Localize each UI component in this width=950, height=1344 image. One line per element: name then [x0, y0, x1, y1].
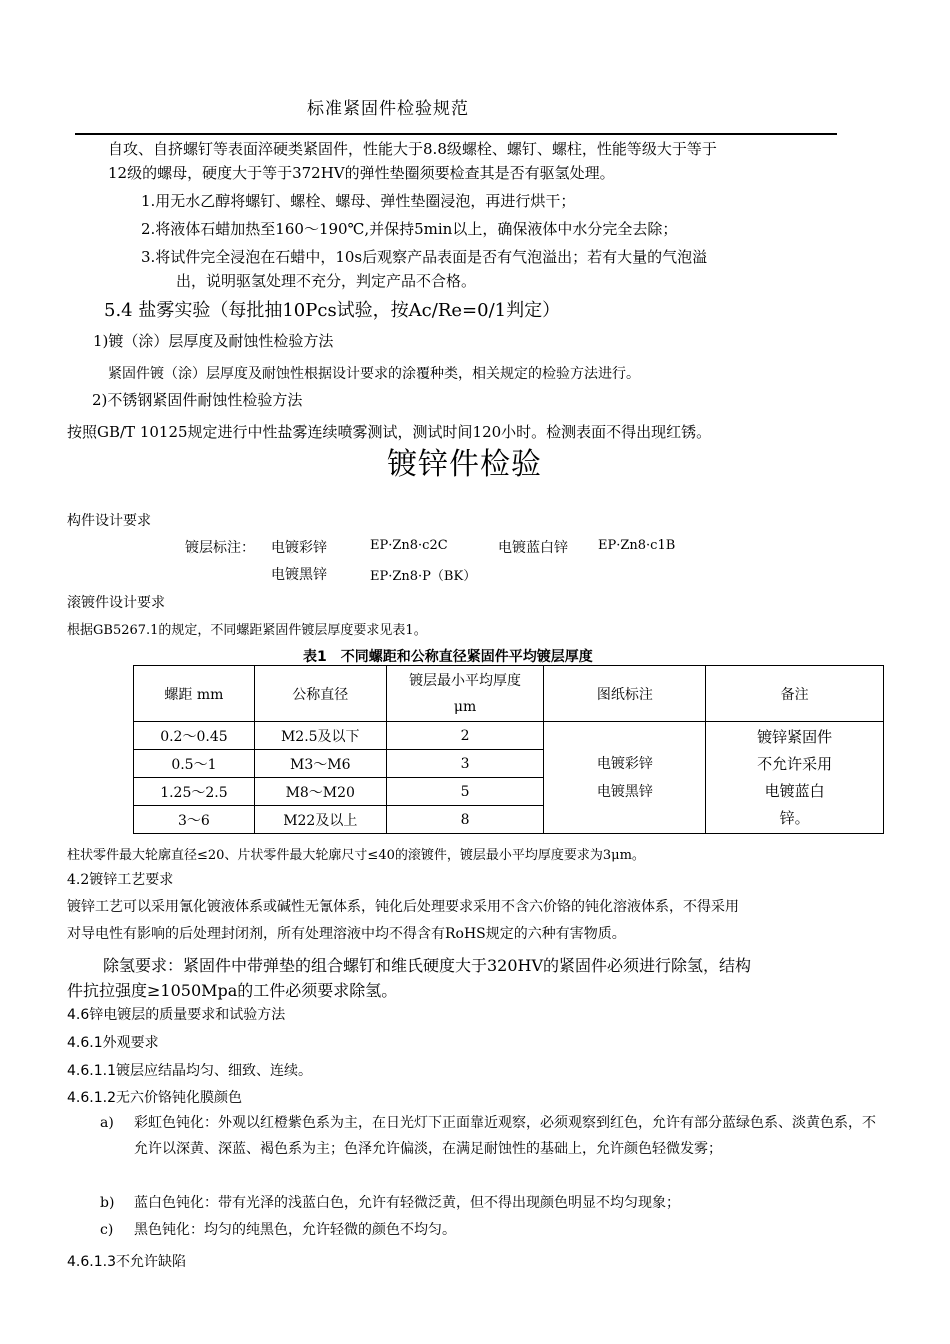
list-item-black: 黑色钝化：均匀的纯黑色，允许轻微的颜色不均匀。 — [134, 1222, 456, 1238]
table-header-cell: 备注 — [706, 666, 884, 722]
coating-3-code: EP·Zn8·P（BK） — [370, 569, 477, 584]
table-cell-thickness: 8 — [386, 806, 544, 834]
after-table-note: 柱状零件最大轮廓直径≤20、片状零件最大轮廓尺寸≤40的滚镀件，镀层最小平均厚度要求为3μm。 — [67, 848, 645, 863]
coating-label: 镀层标注： — [185, 540, 255, 556]
crystal-requirement: 4.6.1.1镀层应结晶均匀、细致、连续。 — [67, 1063, 312, 1079]
table-header-row — [134, 666, 884, 722]
remark-line: 镀锌紧固件 — [757, 727, 833, 746]
table-header-thickness: 镀层最小平均厚度 — [409, 672, 522, 689]
galvanized-title: 镀锌件检验 — [387, 447, 542, 482]
list-label-b: b) — [100, 1195, 115, 1211]
passivation-color-heading: 4.6.1.2无六价铬钝化膜颜色 — [67, 1090, 242, 1106]
table-cell-drawing-mark — [544, 722, 706, 834]
page-title: 标准紧固件检验规范 — [307, 99, 469, 119]
list-item-rainbow: 彩虹色钝化：外观以红橙紫色系为主，在日光灯下正面靠近观察，必须观察到红色，允许有部分蓝绿色系、淡黄色系，不允许以深黄、深蓝、褐色系为主；色泽允许偏淡，在满足耐蚀性的基础上，允许颜色轻微发雾； — [134, 1115, 876, 1157]
table-header-cell: 图纸标注 — [544, 666, 706, 722]
table-cell-pitch: 0.2～0.45 — [134, 722, 255, 750]
salt-spray-sub1-text: 紧固件镀（涂）层厚度及耐蚀性根据设计要求的涂覆种类，相关规定的检验方法进行。 — [108, 366, 640, 382]
table-caption: 表1 不同螺距和公称直径紧固件平均镀层厚度 — [303, 649, 593, 665]
drawing-mark-2: 电镀黑锌 — [596, 783, 653, 800]
table-header-cell: 公称直径 — [254, 666, 386, 722]
table-cell-diameter: M8～M20 — [254, 778, 386, 806]
list-label-a: a) — [100, 1115, 114, 1131]
coating-3-name: 电镀黑锌 — [271, 567, 327, 583]
salt-spray-sub1: 1)镀（涂）层厚度及耐蚀性检验方法 — [93, 332, 334, 350]
table-header-cell — [386, 666, 544, 722]
table-cell-thickness: 2 — [386, 722, 544, 750]
list-item-blue-white: 蓝白色钝化：带有光泽的浅蓝白色，允许有轻微泛黄，但不得出现颜色明显不均匀现象； — [134, 1195, 680, 1211]
process-heading: 4.2镀锌工艺要求 — [67, 872, 174, 888]
quality-heading: 4.6锌电镀层的质量要求和试验方法 — [67, 1007, 286, 1023]
table-cell-diameter: M2.5及以下 — [254, 722, 386, 750]
salt-spray-sub2: 2)不锈钢紧固件耐蚀性检验方法 — [92, 391, 303, 409]
table-cell-pitch: 1.25～2.5 — [134, 778, 255, 806]
table-cell-diameter: M22及以上 — [254, 806, 386, 834]
table-cell-remark — [706, 722, 884, 834]
header-divider — [75, 133, 837, 135]
remark-line: 锌。 — [779, 808, 810, 827]
remark-line: 不允许采用 — [757, 754, 833, 773]
table-cell-pitch: 0.5～1 — [134, 750, 255, 778]
table-cell-pitch: 3～6 — [134, 806, 255, 834]
dehydrogen-line1: 除氢要求：紧固件中带弹垫的组合螺钉和维氏硬度大于320HV的紧固件必须进行除氢，结构 — [103, 956, 752, 975]
defects-heading: 4.6.1.3不允许缺陷 — [67, 1254, 186, 1270]
coating-2-code: EP·Zn8·c1B — [598, 538, 676, 553]
table-header-cell: 螺距 mm — [134, 666, 255, 722]
hydrogen-step-3-line2: 出，说明驱氢处理不充分，判定产品不合格。 — [176, 272, 477, 290]
coating-1-name: 电镀彩锌 — [271, 540, 327, 556]
drawing-mark-1: 电镀彩锌 — [596, 755, 653, 772]
appearance-heading: 4.6.1外观要求 — [67, 1035, 159, 1051]
table-cell-thickness: 5 — [386, 778, 544, 806]
table-cell-diameter: M3～M6 — [254, 750, 386, 778]
list-label-c: c) — [100, 1222, 114, 1238]
salt-spray-sub2-text: 按照GB/T 10125规定进行中性盐雾连续喷雾测试，测试时间120小时。检测表面不得出现红锈。 — [67, 423, 712, 441]
roll-plating-text: 根据GB5267.1的规定，不同螺距紧固件镀层厚度要求见表1。 — [67, 623, 427, 638]
salt-spray-heading: 5.4 盐雾实验（每批抽10Pcs试验，按Ac/Re=0/1判定） — [104, 300, 561, 321]
table-cell-thickness: 3 — [386, 750, 544, 778]
hydrogen-step-2: 2.将液体石蜡加热至160～190℃,并保持5min以上，确保液体中水分完全去除； — [141, 220, 678, 238]
dehydrogen-line2: 件抗拉强度≥1050Mpa的工件必须要求除氢。 — [67, 981, 398, 1000]
remark-line: 电镀蓝白 — [764, 781, 825, 800]
coating-thickness-table — [133, 665, 884, 834]
process-text-line2: 对导电性有影响的后处理封闭剂，所有处理溶液中均不得含有RoHS规定的六种有害物质。 — [67, 926, 626, 942]
hydrogen-step-1: 1.用无水乙醇将螺钉、螺栓、螺母、弹性垫圈浸泡，再进行烘干； — [141, 192, 576, 210]
hydrogen-intro-line1: 自攻、自挤螺钉等表面淬硬类紧固件，性能大于8.8级螺栓、螺钉、螺柱，性能等级大于等于 — [108, 140, 717, 158]
roll-plating-requirements: 滚镀件设计要求 — [67, 595, 165, 611]
design-requirements: 构件设计要求 — [67, 513, 151, 529]
hydrogen-step-3-line1: 3.将试件完全浸泡在石蜡中，10s后观察产品表面是否有气泡溢出；若有大量的气泡溢 — [141, 248, 708, 266]
hydrogen-intro-line2: 12级的螺母，硬度大于等于372HV的弹性垫圈须要检查其是否有驱氢处理。 — [108, 164, 615, 182]
table-row — [134, 722, 884, 750]
process-text-line1: 镀锌工艺可以采用氰化镀液体系或碱性无氰体系，钝化后处理要求采用不含六价铬的钝化溶液体系，不得采用 — [67, 899, 739, 915]
table-header-unit: μm — [453, 698, 477, 715]
coating-2-name: 电镀蓝白锌 — [498, 540, 568, 556]
coating-1-code: EP·Zn8·c2C — [370, 538, 448, 553]
